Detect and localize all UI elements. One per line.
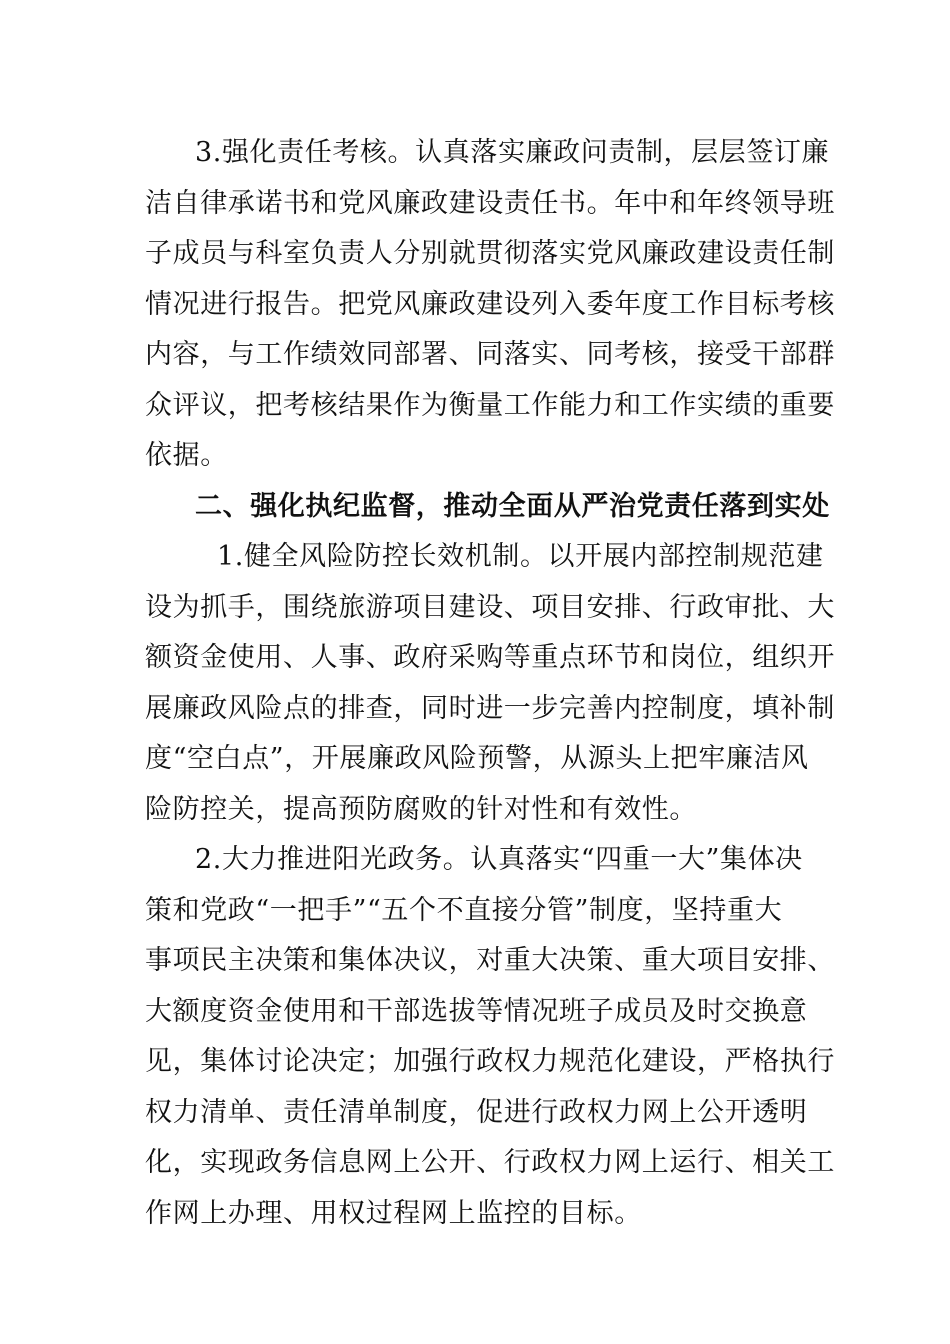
paragraph-2-line-1: 1.健全风险防控长效机制。以开展内部控制规范建 — [217, 541, 824, 572]
paragraph-3-line-7: 化，实现政务信息网上公开、行政权力网上运行、相关工 — [145, 1147, 835, 1178]
paragraph-3-line-4: 大额度资金使用和干部选拔等情况班子成员及时交换意 — [145, 995, 808, 1027]
document-body — [145, 128, 835, 1239]
paragraph-3-line-3: 事项民主决策和集体决议，对重大决策、重大项目安排、 — [145, 945, 835, 976]
paragraph-3-line-8: 作网上办理、用权过程网上监控的目标。 — [145, 1197, 642, 1229]
paragraph-2-line-2: 设为抓手，围绕旅游项目建设、项目安排、行政审批、大 — [145, 591, 835, 623]
section-heading: 二、强化执纪监督，推动全面从严治党责任落到实处 — [195, 490, 830, 522]
paragraph-1-line-7: 依据。 — [145, 440, 228, 471]
paragraph-2-line-4: 展廉政风险点的排查，同时进一步完善内控制度，填补制 — [145, 692, 835, 724]
paragraph-1-line-2: 洁自律承诺书和党风廉政建设责任书。年中和年终领导班 — [145, 187, 835, 219]
paragraph-1-line-5: 内容，与工作绩效同部署、同落实、同考核，接受干部群 — [145, 339, 835, 370]
paragraph-1-line-3: 子成员与科室负责人分别就贯彻落实党风廉政建设责任制 — [145, 238, 835, 269]
paragraph-3-line-6: 权力清单、责任清单制度，促进行政权力网上公开透明 — [145, 1096, 808, 1128]
paragraph-2-line-3: 额资金使用、人事、政府采购等重点环节和岗位，组织开 — [145, 642, 835, 673]
paragraph-1-line-1: 3.强化责任考核。认真落实廉政问责制，层层签订廉 — [195, 137, 830, 168]
paragraph-2-line-5: 度“空白点”，开展廉政风险预警，从源头上把牢廉洁风 — [145, 743, 809, 774]
paragraph-3-line-2: 策和党政“一把手”“五个不直接分管”制度，坚持重大 — [145, 894, 783, 926]
paragraph-3-line-5: 见，集体讨论决定；加强行政权力规范化建设，严格执行 — [145, 1046, 835, 1077]
paragraph-1-line-4: 情况进行报告。把党风廉政建设列入委年度工作目标考核 — [145, 288, 835, 320]
paragraph-1-line-6: 众评议，把考核结果作为衡量工作能力和工作实绩的重要 — [145, 389, 835, 421]
paragraph-2-line-6: 险防控关，提高预防腐败的针对性和有效性。 — [145, 793, 697, 825]
paragraph-3-line-1: 2.大力推进阳光政务。认真落实“四重一大”集体决 — [195, 844, 803, 875]
